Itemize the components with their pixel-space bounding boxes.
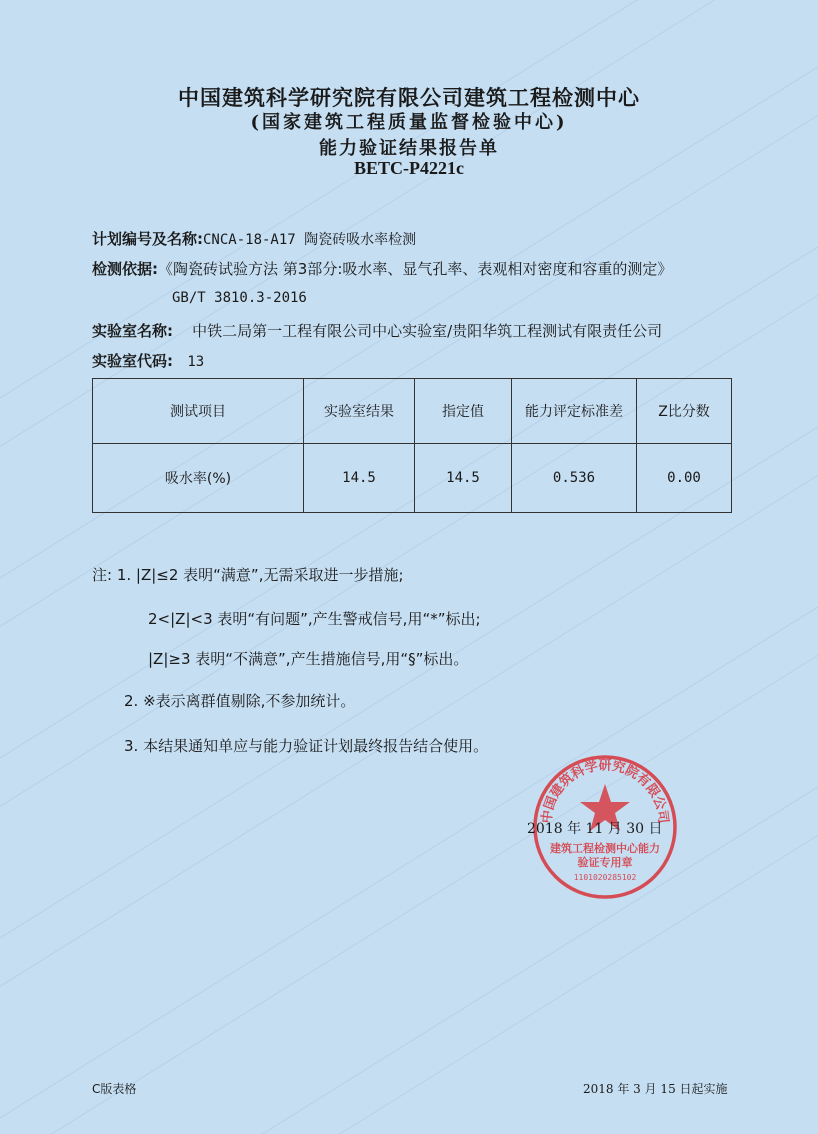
issue-date: 2018 年 11 月 30 日 (527, 821, 663, 837)
table-row (93, 444, 732, 513)
seal-number: 1101020285102 (573, 873, 637, 882)
table-header: 测试项目 (93, 379, 304, 444)
seal-mid-text-1: 建筑工程检测中心能力 (550, 842, 660, 855)
footer-form-version: C版表格 (92, 1082, 137, 1096)
seal-top-text: 中国建筑科学研究院有限公司 (539, 758, 671, 825)
org-title: 中国建筑科学研究院有限公司建筑工程检测中心 (178, 85, 640, 110)
sub-org-title: (国家建筑工程质量监督检验中心) (250, 112, 568, 133)
lab-name-line (92, 320, 662, 341)
lab-code-label: 实验室代码: (92, 352, 173, 370)
note-1a: 注: 1. |Z|≤2 表明“满意”,无需采取进一步措施; (92, 566, 404, 584)
table-cell: 14.5 (415, 444, 512, 513)
table-header: 实验室结果 (304, 379, 415, 444)
lab-name-label: 实验室名称: (92, 322, 173, 340)
lab-name-value: 中铁二局第一工程有限公司中心实验室/贵阳华筑工程测试有限责任公司 (192, 322, 663, 340)
table-header: 指定值 (415, 379, 512, 444)
result-table (92, 378, 732, 513)
note-1b: 2<|Z|<3 表明“有问题”,产生警戒信号,用“*”标出; (148, 610, 481, 628)
basis-label: 检测依据: (92, 260, 158, 278)
footer-effective-date: 2018 年 3 月 15 日起实施 (583, 1082, 728, 1096)
plan-value: CNCA-18-A17 陶瓷砖吸水率检测 (203, 232, 417, 248)
table-cell: 吸水率(%) (93, 444, 304, 513)
note-1c: |Z|≥3 表明“不满意”,产生措施信号,用“§”标出。 (148, 650, 469, 668)
lab-code-line (92, 350, 204, 371)
document-code: BETC-P4221c (354, 158, 464, 178)
table-header-row (93, 379, 732, 444)
table-cell: 0.536 (512, 444, 637, 513)
plan-line (92, 228, 416, 249)
seal-mid-text-2: 验证专用章 (577, 856, 633, 869)
table-header: Z比分数 (637, 379, 732, 444)
note-3: 3. 本结果通知单应与能力验证计划最终报告结合使用。 (124, 737, 489, 755)
table-cell: 14.5 (304, 444, 415, 513)
lab-code-value: 13 (187, 354, 205, 370)
basis-standard: GB/T 3810.3-2016 (172, 290, 307, 306)
table-header: 能力评定标准差 (512, 379, 637, 444)
plan-label: 计划编号及名称: (92, 230, 203, 248)
document-title: 能力验证结果报告单 (319, 138, 499, 159)
note-2: 2. ※表示离群值剔除,不参加统计。 (124, 692, 356, 710)
basis-value: 《陶瓷砖试验方法 第3部分:吸水率、显气孔率、表观相对密度和容重的测定》 (158, 260, 673, 278)
basis-line (92, 258, 672, 279)
table-cell: 0.00 (637, 444, 732, 513)
